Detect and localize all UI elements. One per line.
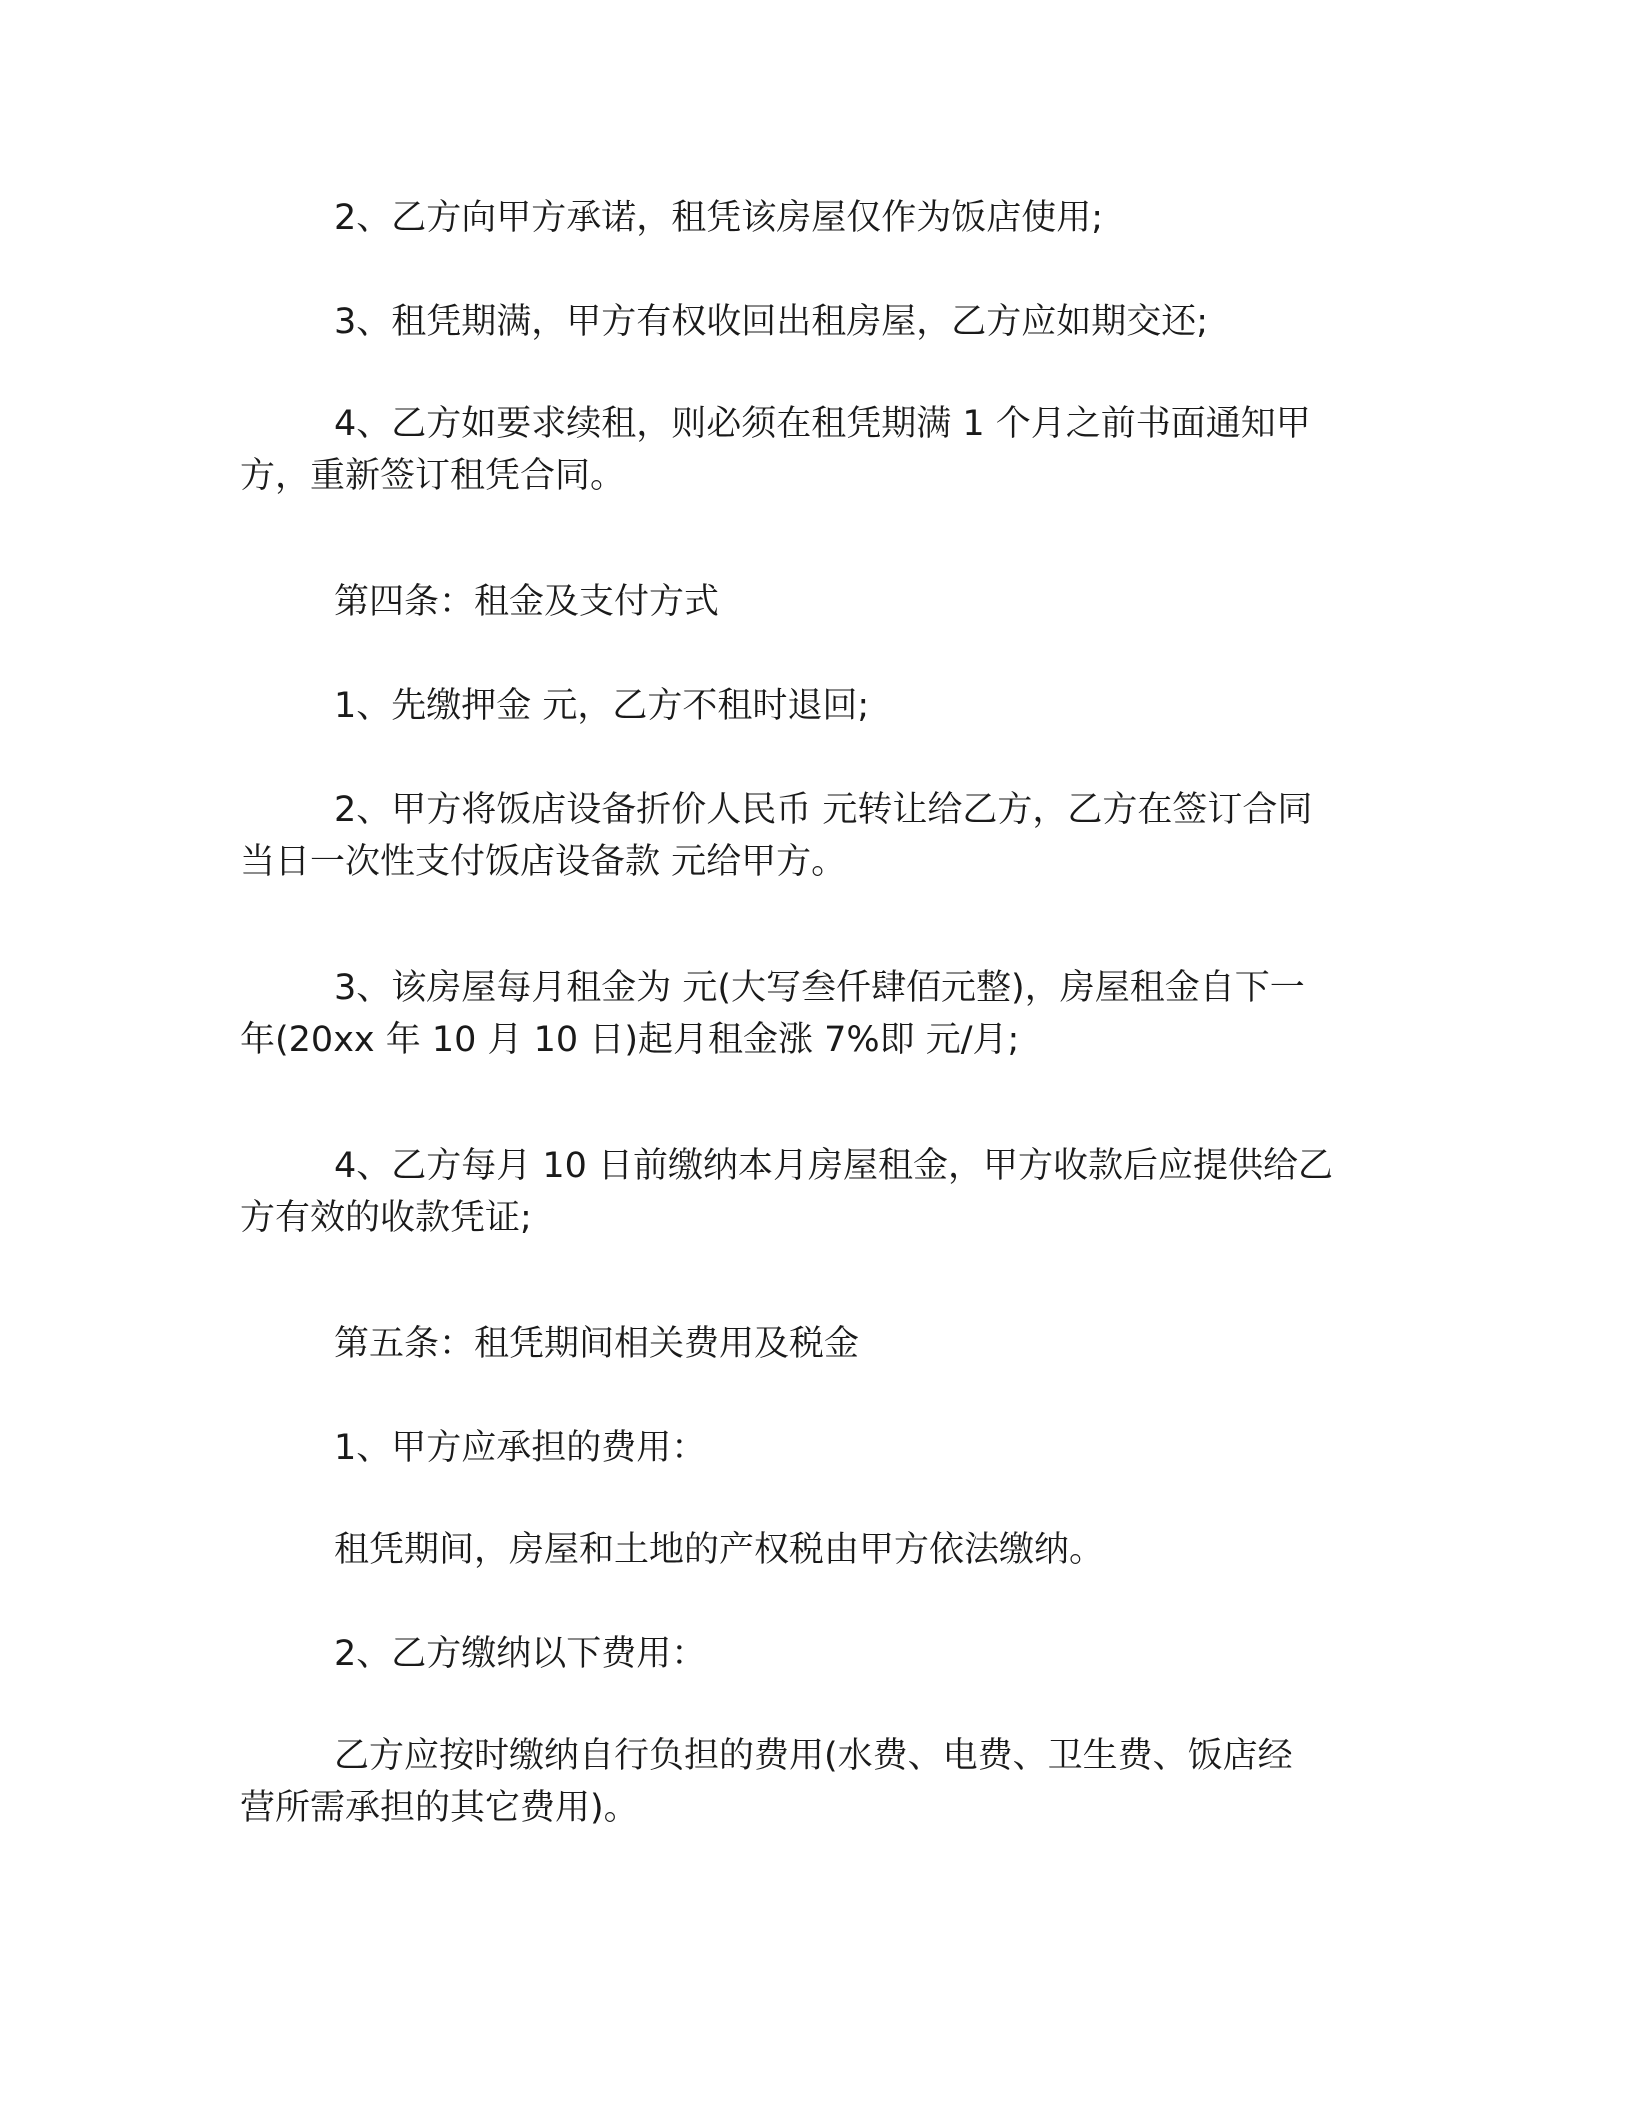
paragraph-line: 租凭期间，房屋和土地的产权税由甲方依法缴纳。 bbox=[334, 1530, 1105, 1570]
paragraph-line: 4、乙方如要求续租，则必须在租凭期满 1 个月之前书面通知甲 bbox=[334, 404, 1311, 444]
paragraph-clause-5-1-detail bbox=[240, 1524, 1390, 1576]
section-heading-article-5 bbox=[240, 1318, 1390, 1370]
paragraph-line: 当日一次性支付饭店设备款 元给甲方。 bbox=[240, 842, 847, 882]
paragraph-clause-3-3 bbox=[240, 296, 1390, 348]
paragraph-line: 3、租凭期满，甲方有权收回出租房屋，乙方应如期交还; bbox=[334, 302, 1209, 342]
paragraph-clause-4-1 bbox=[240, 680, 1390, 732]
paragraph-clause-4-3 bbox=[240, 962, 1390, 1066]
paragraph-line: 营所需承担的其它费用)。 bbox=[240, 1788, 639, 1828]
paragraph-line: 方有效的收款凭证; bbox=[240, 1198, 532, 1238]
paragraph-line: 乙方应按时缴纳自行负担的费用(水费、电费、卫生费、饭店经 bbox=[334, 1736, 1293, 1776]
paragraph-clause-5-1 bbox=[240, 1422, 1390, 1474]
paragraph-line: 1、甲方应承担的费用： bbox=[334, 1428, 707, 1468]
paragraph-clause-4-4 bbox=[240, 1140, 1390, 1244]
paragraph-clause-5-2 bbox=[240, 1628, 1390, 1680]
paragraph-line: 4、乙方每月 10 日前缴纳本月房屋租金，甲方收款后应提供给乙 bbox=[334, 1146, 1334, 1186]
paragraph-line: 2、乙方向甲方承诺，租凭该房屋仅作为饭店使用; bbox=[334, 198, 1104, 238]
paragraph-line: 1、先缴押金 元，乙方不租时退回; bbox=[334, 686, 870, 726]
paragraph-clause-5-2-detail bbox=[240, 1730, 1390, 1834]
paragraph-line: 年(20xx 年 10 月 10 日)起月租金涨 7%即 元/月; bbox=[240, 1020, 1020, 1060]
paragraph-clause-3-2 bbox=[240, 192, 1390, 244]
paragraph-line: 方，重新签订租凭合同。 bbox=[240, 456, 626, 496]
section-heading-text: 第五条：租凭期间相关费用及税金 bbox=[334, 1324, 860, 1364]
paragraph-clause-4-2 bbox=[240, 784, 1390, 888]
section-heading-text: 第四条：租金及支付方式 bbox=[334, 582, 720, 622]
section-heading-article-4 bbox=[240, 576, 1390, 628]
paragraph-clause-3-4 bbox=[240, 398, 1390, 502]
paragraph-line: 3、该房屋每月租金为 元(大写叁仟肆佰元整)，房屋租金自下一 bbox=[334, 968, 1305, 1008]
paragraph-line: 2、甲方将饭店设备折价人民币 元转让给乙方，乙方在签订合同 bbox=[334, 790, 1313, 830]
paragraph-line: 2、乙方缴纳以下费用： bbox=[334, 1634, 707, 1674]
